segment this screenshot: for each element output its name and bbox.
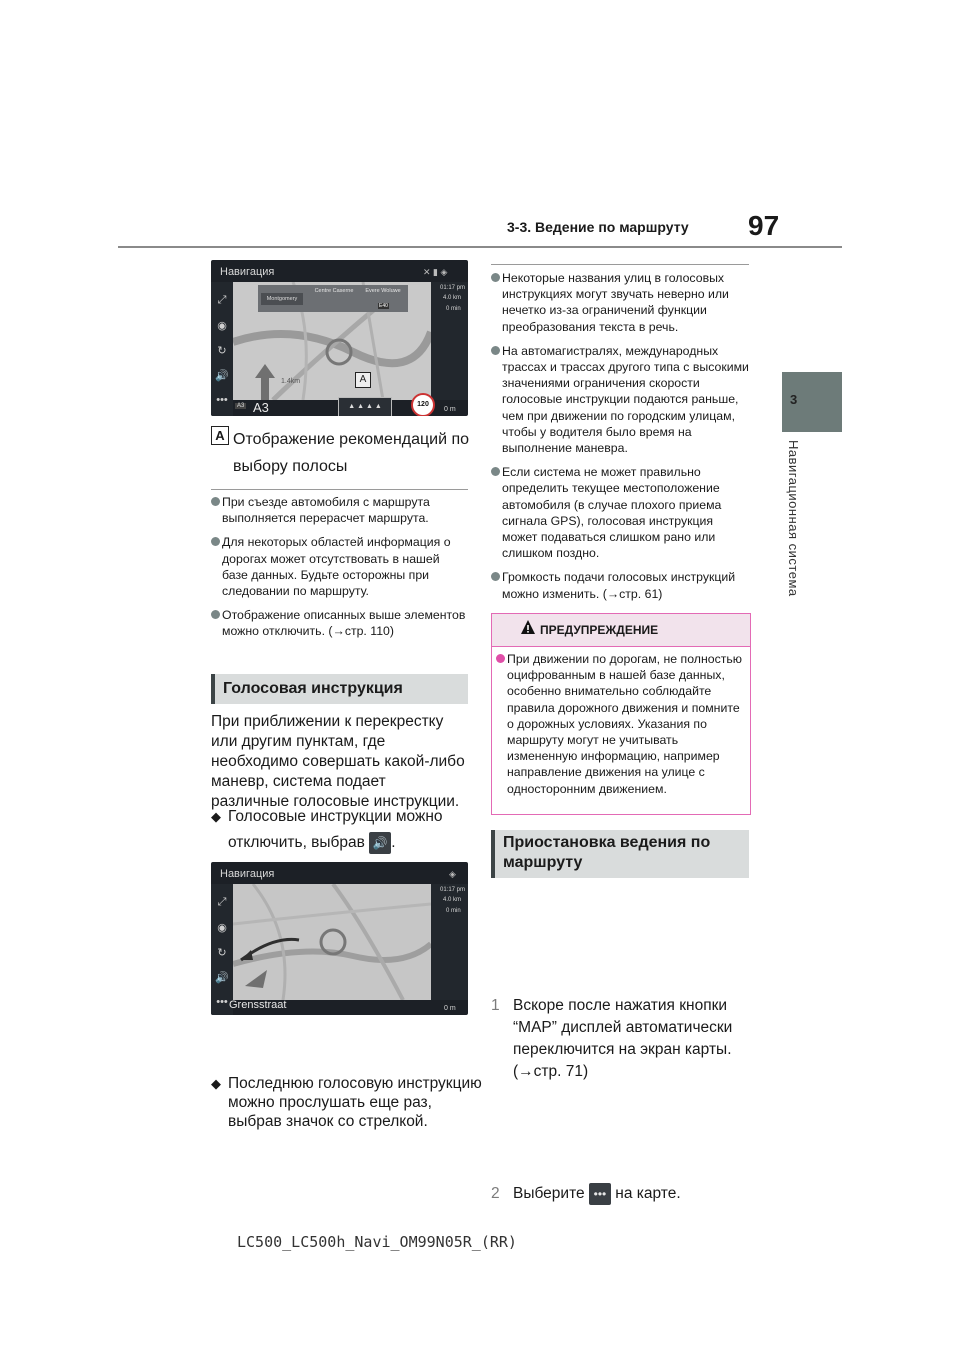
speaker-icon: 🔊 [369,832,391,854]
warning-body [492,647,750,797]
nav-screenshot-voice [211,862,468,1015]
right-bullets-rule [491,264,749,265]
speaker-icon: 🔊 [215,972,229,984]
nav-title: Навигация [220,266,275,278]
map-area [233,282,431,400]
footer-doc-code: LC500_LC500h_Navi_OM99N05R_(RR) [237,1233,517,1251]
chapter-number: 3 [790,392,798,407]
section-title: 3-3. Ведение по маршруту [507,219,689,235]
bullet-dot [491,346,500,355]
lane-label-1: Montgomery [261,293,303,305]
bullet-dot [496,654,505,663]
note-item: Отображение описанных выше элементов можно отключить. (→стр. 110) [211,607,468,639]
warning-label: ПРЕДУПРЕЖДЕНИЕ [540,623,659,637]
callout-a-text [233,427,473,479]
bullet-dot [211,497,220,506]
nav-screenshot-lane-guidance [211,260,468,416]
expand-icon: ⤢ [217,896,227,908]
speed-limit-sign: 120 [411,393,435,416]
reroute-icon: ↻ [217,947,227,959]
warning-item: При движении по дорогам, не полностью оцифрованным в нашей базе данных, особенно внимательно соблюдайте правила дорожного движения и помните о дорожных условиях. Указания по маршруту могут не учитывать измененную информацию, например направление движения на улице с односторонним движением. [496,651,742,797]
voice-paragraph: При приближении к перекрестку или другим пунктам, где необходимо совершать какой-либо маневр, система подает различные голосовые инструкции. [211,713,465,810]
lane-banner [258,285,408,312]
eta-readout: 0 min [446,306,461,312]
status-icons: ◈ [449,869,456,879]
more-icon: ••• [216,394,228,406]
note-item: При съезде автомобиля с маршрута выполняется перерасчет маршрута. [211,494,468,526]
status-icons: ✕ ▮ ◈ [423,267,448,277]
warning-header [492,614,750,647]
warning-icon [520,619,536,635]
callout-a-line2: выбору полосы [233,458,348,475]
note-item: Если система не может правильно определить текущее местоположение автомобиля (в случае плохого приема сигнала GPS), голосовая инструкция может подаваться слишком рано или слишком поздно. [491,464,749,561]
bullet-dot [491,467,500,476]
nav-sidebar [211,282,233,416]
warning-box [491,613,751,815]
callout-a-line1: Отображение рекомендаций по [233,431,470,448]
pause-guidance-heading: Приостановка ведения по маршруту [491,830,749,878]
note-item: Некоторые названия улиц в голосовых инструкциях могут звучать неверно или нечетко из-за ограничений функции преобразования текста в речь. [491,270,749,335]
distance-label: 1.4km [281,378,301,385]
note-item: Громкость подачи голосовых инструкций можно изменить. (→стр. 61) [491,569,749,601]
bottom-distance: 0 m [444,1005,456,1012]
pause-step-1: 1 Вскоре после нажатия кнопки “MAP” дисплей автоматически переключится на экран карты. (→стр. 71) [491,997,733,1080]
page-number: 97 [748,210,780,241]
step-number: 1 [491,997,500,1014]
lane-guidance-strip: ▲ ▲ ▲ ▲ [338,397,392,416]
right-notes [491,270,749,610]
left-bullets-rule [211,489,468,490]
road-name: A3 [253,400,269,415]
road-badge: A3 [237,403,245,409]
note-item: Для некоторых областей информация о дорогах может отсутствовать в нашей базе данных. Будьте осторожны при следовании по маршруту. [211,534,468,599]
bullet-dot [491,572,500,581]
voice-item-1: ◆ Голосовые инструкции можно отключить, выбрав 🔊 . [211,804,485,856]
map-graphics [233,884,431,1000]
nav-info-panel [417,282,468,413]
distance-readout: 4.0 km [443,897,462,903]
note-item: На автомагистралях, международных трассах и трассах другого типа с высокими значениями ограничения скорости голосовые инструкции подаются раньше, чем при движении по городским улицам, чтобы у водителя было время на выполнение маневра. [491,343,749,456]
nav-sidebar [211,884,233,1015]
road-name: Grensstraat [229,999,287,1011]
bullet-dot [211,537,220,546]
chapter-title-vertical [786,440,806,600]
pin-icon: ◉ [217,320,227,332]
voice-guidance-heading: Голосовая инструкция [211,674,468,704]
more-options-icon: ••• [589,1183,611,1205]
nav-title: Навигация [220,868,275,880]
reroute-icon: ↻ [217,345,227,357]
eta-readout: 0 min [446,908,461,914]
map-area [233,884,431,1000]
distance-readout: 4.0 km [443,295,462,301]
header-rule [118,246,842,248]
bullet-dot [211,610,220,619]
more-icon: ••• [216,996,228,1008]
pin-icon: ◉ [217,922,227,934]
voice-item-2: ◆ Последнюю голосовую инструкцию можно прослушать еще раз, выбрав значок со стрелкой. [211,1075,482,1130]
callout-a-box: A [211,426,229,445]
bottom-distance: 0 m [444,406,456,413]
chapter-title: Навигационная система [786,440,801,597]
lane-label-3: Evere Woluwe [365,288,401,294]
lane-exit: E40 [379,303,388,309]
diamond-bullet: ◆ [211,809,221,824]
left-notes [211,494,468,648]
step-number: 2 [491,1185,500,1202]
bullet-dot [491,273,500,282]
speaker-icon: 🔊 [215,370,229,382]
expand-icon: ⤢ [217,294,227,306]
lane-label-2: Centre Caserne [314,288,354,294]
callout-a-marker: A [355,372,371,388]
time-readout: 01:17 pm [440,887,466,893]
pause-step-2: 2 Выберите ••• на карте. [491,1182,771,1206]
time-readout: 01:17 pm [440,285,466,291]
nav-info-panel [431,884,468,1012]
diamond-bullet: ◆ [211,1076,221,1091]
